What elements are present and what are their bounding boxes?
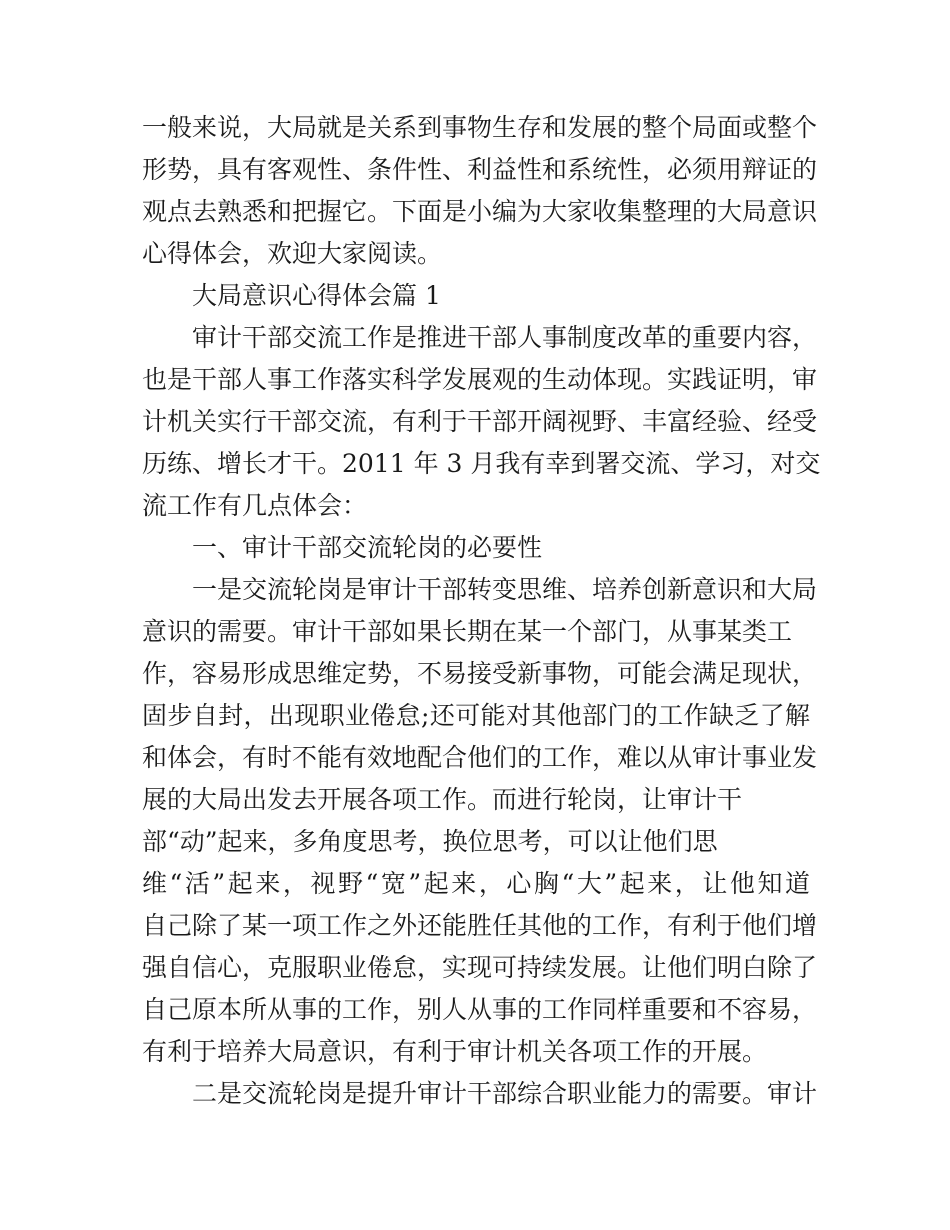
- text-line: 作，容易形成思维定势，不易接受新事物，可能会满足现状，: [142, 659, 818, 688]
- text-line: 一般来说，大局就是关系到事物生存和发展的整个局面或整个: [142, 113, 818, 142]
- text-line: 一是交流轮岗是审计干部转变思维、培养创新意识和大局: [192, 575, 818, 604]
- text-line: 自己除了某一项工作之外还能胜任其他的工作，有利于他们增: [142, 911, 818, 940]
- text-line: 心得体会，欢迎大家阅读。: [142, 239, 443, 268]
- text-line: 和体会，有时不能有效地配合他们的工作，难以从审计事业发: [142, 743, 818, 772]
- text-line: 也是干部人事工作落实科学发展观的生动体现。实践证明，审: [142, 365, 818, 394]
- text-line: 历练、增长才干。2011 年 3 月我有幸到署交流、学习，对交: [142, 449, 821, 478]
- text-line: 部“动”起来，多角度思考，换位思考，可以让他们思: [142, 827, 718, 856]
- text-line: 意识的需要。审计干部如果长期在某一个部门，从事某类工: [142, 617, 793, 646]
- text-line: 自己原本所从事的工作，别人从事的工作同样重要和不容易，: [142, 995, 818, 1024]
- text-line: 有利于培养大局意识，有利于审计机关各项工作的开展。: [142, 1037, 768, 1066]
- section-heading: 大局意识心得体会篇 1: [192, 281, 441, 310]
- text-line: 固步自封，出现职业倦怠;还可能对其他部门的工作缺乏了解: [142, 701, 810, 730]
- text-line: 计机关实行干部交流，有利于干部开阔视野、丰富经验、经受: [142, 407, 818, 436]
- section-heading: 一、审计干部交流轮岗的必要性: [192, 533, 543, 562]
- text-line: 展的大局出发去开展各项工作。而进行轮岗，让审计干: [142, 785, 743, 814]
- text-line: 形势，具有客观性、条件性、利益性和系统性，必须用辩证的: [142, 155, 818, 184]
- text-line: 审计干部交流工作是推进干部人事制度改革的重要内容，: [192, 323, 818, 352]
- text-line: 观点去熟悉和把握它。下面是小编为大家收集整理的大局意识: [142, 197, 818, 226]
- text-line: 二是交流轮岗是提升审计干部综合职业能力的需要。审计: [192, 1079, 818, 1108]
- text-line: 流工作有几点体会：: [142, 491, 368, 520]
- text-line: 维“活”起来，视野“宽”起来，心胸“大”起来，让他知道: [142, 869, 810, 898]
- text-line: 强自信心，克服职业倦怠，实现可持续发展。让他们明白除了: [142, 953, 818, 982]
